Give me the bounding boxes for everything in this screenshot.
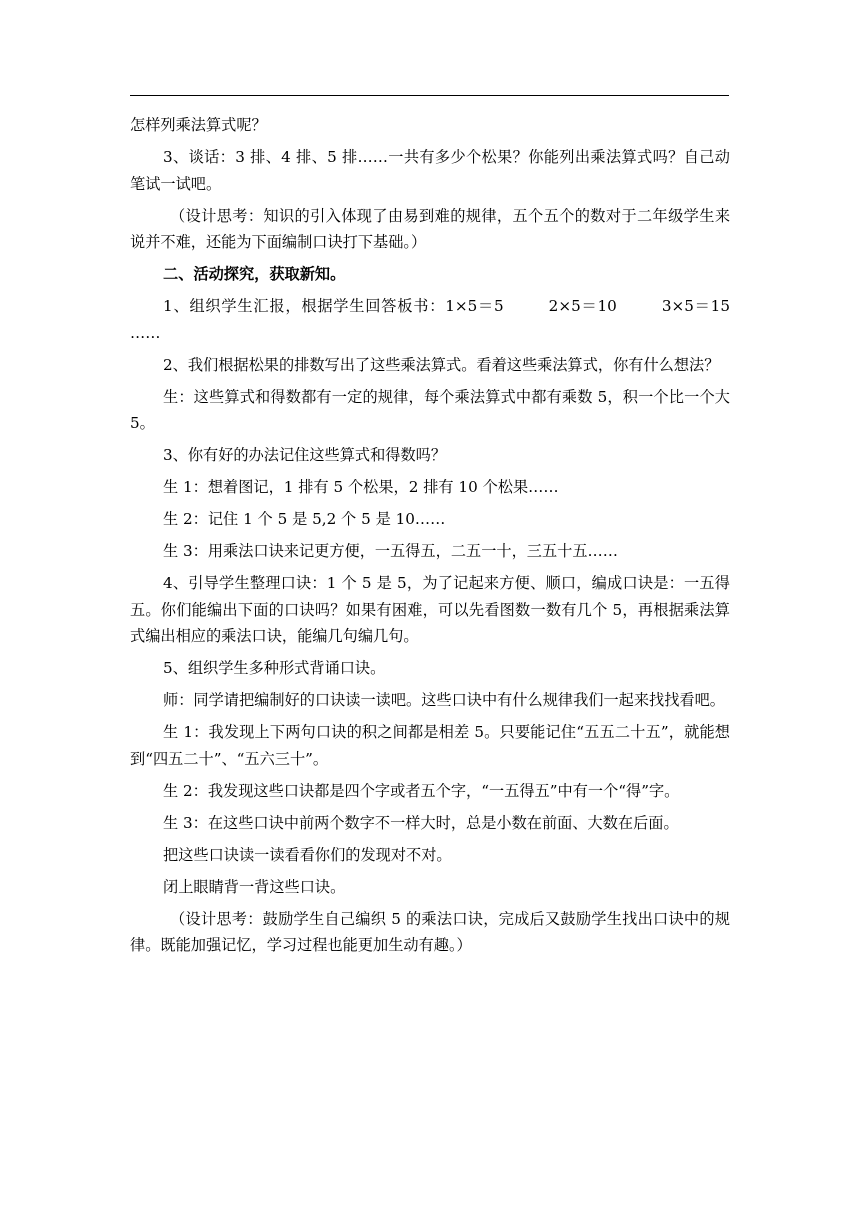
header-rule — [130, 95, 729, 96]
paragraph-student-2: 生 2：记住 1 个 5 是 5,2 个 5 是 10…… — [163, 510, 446, 528]
paragraph-finding-1: 生 1：我发现上下两句口诀的积之间都是相差 5。只要能记住“五五二十五”，就能想到“四五二十”、“五六三十”。 — [130, 723, 730, 768]
paragraph-step-3: 3、你有好的办法记住这些算式和得数吗？ — [163, 446, 447, 464]
document-body — [130, 112, 755, 964]
paragraph-step-2: 2、我们根据松果的排数写出了这些乘法算式。看着这些乘法算式，你有什么想法？ — [163, 355, 720, 374]
paragraph-student-answer: 生：这些算式和得数都有一定的规律，每个乘法算式中都有乘数 5，积一个比一个大 5。 — [130, 387, 735, 432]
paragraph-teacher: 师：同学请把编制好的口诀读一读吧。这些口诀中有什么规律我们一起来找找看吧。 — [163, 691, 725, 709]
paragraph-step-4: 4、引导学生整理口诀：1 个 5 是 5，为了记起来方便、顺口，编成口诀是：一五得五。你们能编出下面的口诀吗？如果有困难，可以先看图数一数有几个 5，再根据乘法算式编出相应的乘法口诀，能编几句编几句。 — [130, 574, 730, 645]
paragraph-student-3: 生 3：用乘法口诀来记更方便，一五得五，二五一十，三五十五…… — [163, 542, 618, 560]
paragraph-read-check: 把这些口诀读一读看看你们的发现对不对。 — [163, 845, 452, 864]
paragraph-step-1: 1、组织学生汇报，根据学生回答板书：1×5＝5 2×5＝10 3×5＝15 …… — [130, 297, 755, 342]
design-note-1: （设计思考：知识的引入体现了由易到难的规律，五个五个的数对于二年级学生来说并不难，还能为下面编制口诀打下基础。） — [130, 206, 730, 251]
paragraph-recite: 闭上眼睛背一背这些口诀。 — [163, 877, 346, 896]
paragraph-talk-3: 3、谈话：3 排、4 排、5 排……一共有多少个松果？你能列出乘法算式吗？自己动笔试一试吧。 — [130, 148, 730, 193]
paragraph-continuation: 怎样列乘法算式呢？ — [130, 116, 267, 134]
paragraph-finding-2: 生 2：我发现这些口诀都是四个字或者五个字，“一五得五”中有一个“得”字。 — [163, 781, 680, 800]
paragraph-finding-3: 生 3：在这些口诀中前两个数字不一样大时，总是小数在前面、大数在后面。 — [163, 813, 679, 832]
paragraph-student-1: 生 1：想着图记，1 排有 5 个松果，2 排有 10 个松果…… — [163, 478, 559, 496]
section-heading: 二、活动探究，获取新知。 — [163, 265, 346, 283]
paragraph-step-5: 5、组织学生多种形式背诵口诀。 — [163, 659, 386, 677]
design-note-2: （设计思考：鼓励学生自己编织 5 的乘法口诀，完成后又鼓励学生找出口诀中的规律。既能加强记忆，学习过程也能更加生动有趣。） — [130, 909, 730, 954]
